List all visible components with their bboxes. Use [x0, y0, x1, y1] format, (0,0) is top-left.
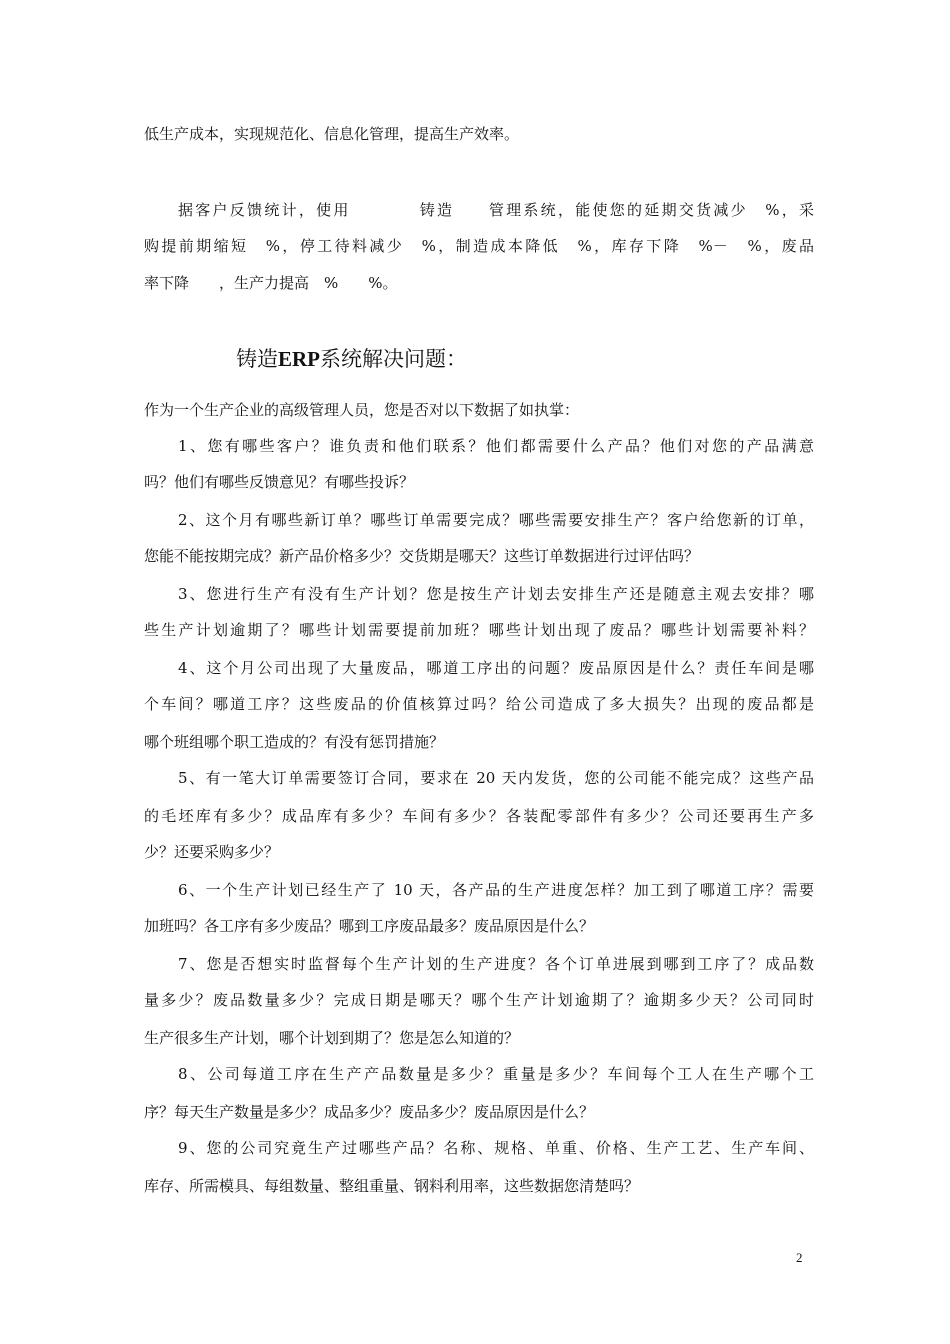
question-line: 您能不能按期完成？新产品价格多少？交货期是哪天？这些订单数据进行过评估吗？: [144, 547, 700, 565]
page-number: 2: [796, 1250, 803, 1265]
question-line: 1、您有哪些客户？谁负责和他们联系？他们都需要什么产品？他们对您的产品满意: [178, 437, 814, 455]
stats-paragraph-line: 购提前期缩短 %，停工待料减少 %，制造成本降低 %，库存下降 %－ %，废品: [144, 237, 814, 255]
stats-paragraph-line: 率下降 ，生产力提高 % %。: [144, 274, 398, 292]
heading-prefix: 铸造: [236, 347, 278, 371]
intro-text: 低生产成本，实现规范化、信息化管理，提高生产效率。: [144, 125, 520, 143]
question-line: 4、这个月公司出现了大量废品，哪道工序出的问题？废品原因是什么？责任车间是哪: [178, 659, 814, 677]
question-line: 吗？他们有哪些反馈意见？有哪些投诉？: [144, 473, 415, 491]
question-line: 加班吗？各工序有多少废品？哪到工序废品最多？废品原因是什么？: [144, 917, 595, 935]
question-line: 9、您的公司究竟生产过哪些产品？名称、规格、单重、价格、生产工艺、生产车间、: [178, 1139, 814, 1157]
question-line: 些生产计划逾期了？哪些计划需要提前加班？哪些计划出现了废品？哪些计划需要补料？: [144, 621, 814, 639]
question-line: 8、公司每道工序在生产产品数量是多少？重量是多少？车间每个工人在生产哪个工: [178, 1065, 814, 1083]
section-heading: [236, 344, 467, 374]
question-line: 6、一个生产计划已经生产了 10 天，各产品的生产进度怎样？加工到了哪道工序？需要: [178, 881, 814, 899]
question-line: 5、有一笔大订单需要签订合同，要求在 20 天内发货，您的公司能不能完成？这些产品: [178, 769, 814, 787]
stats-paragraph-line: 据客户反馈统计，使用 铸造 管理系统，能使您的延期交货减少 %，采: [178, 201, 814, 219]
question-line: 生产很多生产计划，哪个计划到期了？您是怎么知道的？: [144, 1029, 520, 1047]
heading-suffix: 系统解决问题：: [320, 347, 467, 371]
question-line: 的毛坯库有多少？成品库有多少？车间有多少？各装配零部件有多少？公司还要再生产多: [144, 807, 814, 825]
question-line: 个车间？哪道工序？这些废品的价值核算过吗？给公司造成了多大损失？出现的废品都是: [144, 695, 814, 713]
question-line: 3、您进行生产有没有生产计划？您是按生产计划去安排生产还是随意主观去安排？哪: [178, 585, 814, 603]
heading-erp: ERP: [278, 347, 320, 371]
lead-text: 作为一个生产企业的高级管理人员，您是否对以下数据了如执掌：: [144, 401, 580, 419]
question-line: 库存、所需模具、每组数量、整组重量、钢料利用率，这些数据您清楚吗？: [144, 1177, 640, 1195]
question-line: 哪个班组哪个职工造成的？有没有惩罚措施？: [144, 733, 445, 751]
question-line: 2、这个月有哪些新订单？哪些订单需要完成？哪些需要安排生产？客户给您新的订单，: [178, 511, 814, 529]
question-line: 少？还要采购多少？: [144, 843, 280, 861]
question-line: 7、您是否想实时监督每个生产计划的生产进度？各个订单进展到哪到工序了？成品数: [178, 955, 814, 973]
question-line: 量多少？废品数量多少？完成日期是哪天？哪个生产计划逾期了？逾期多少天？公司同时: [144, 991, 814, 1009]
question-line: 序？每天生产数量是多少？成品多少？废品多少？废品原因是什么？: [144, 1103, 595, 1121]
